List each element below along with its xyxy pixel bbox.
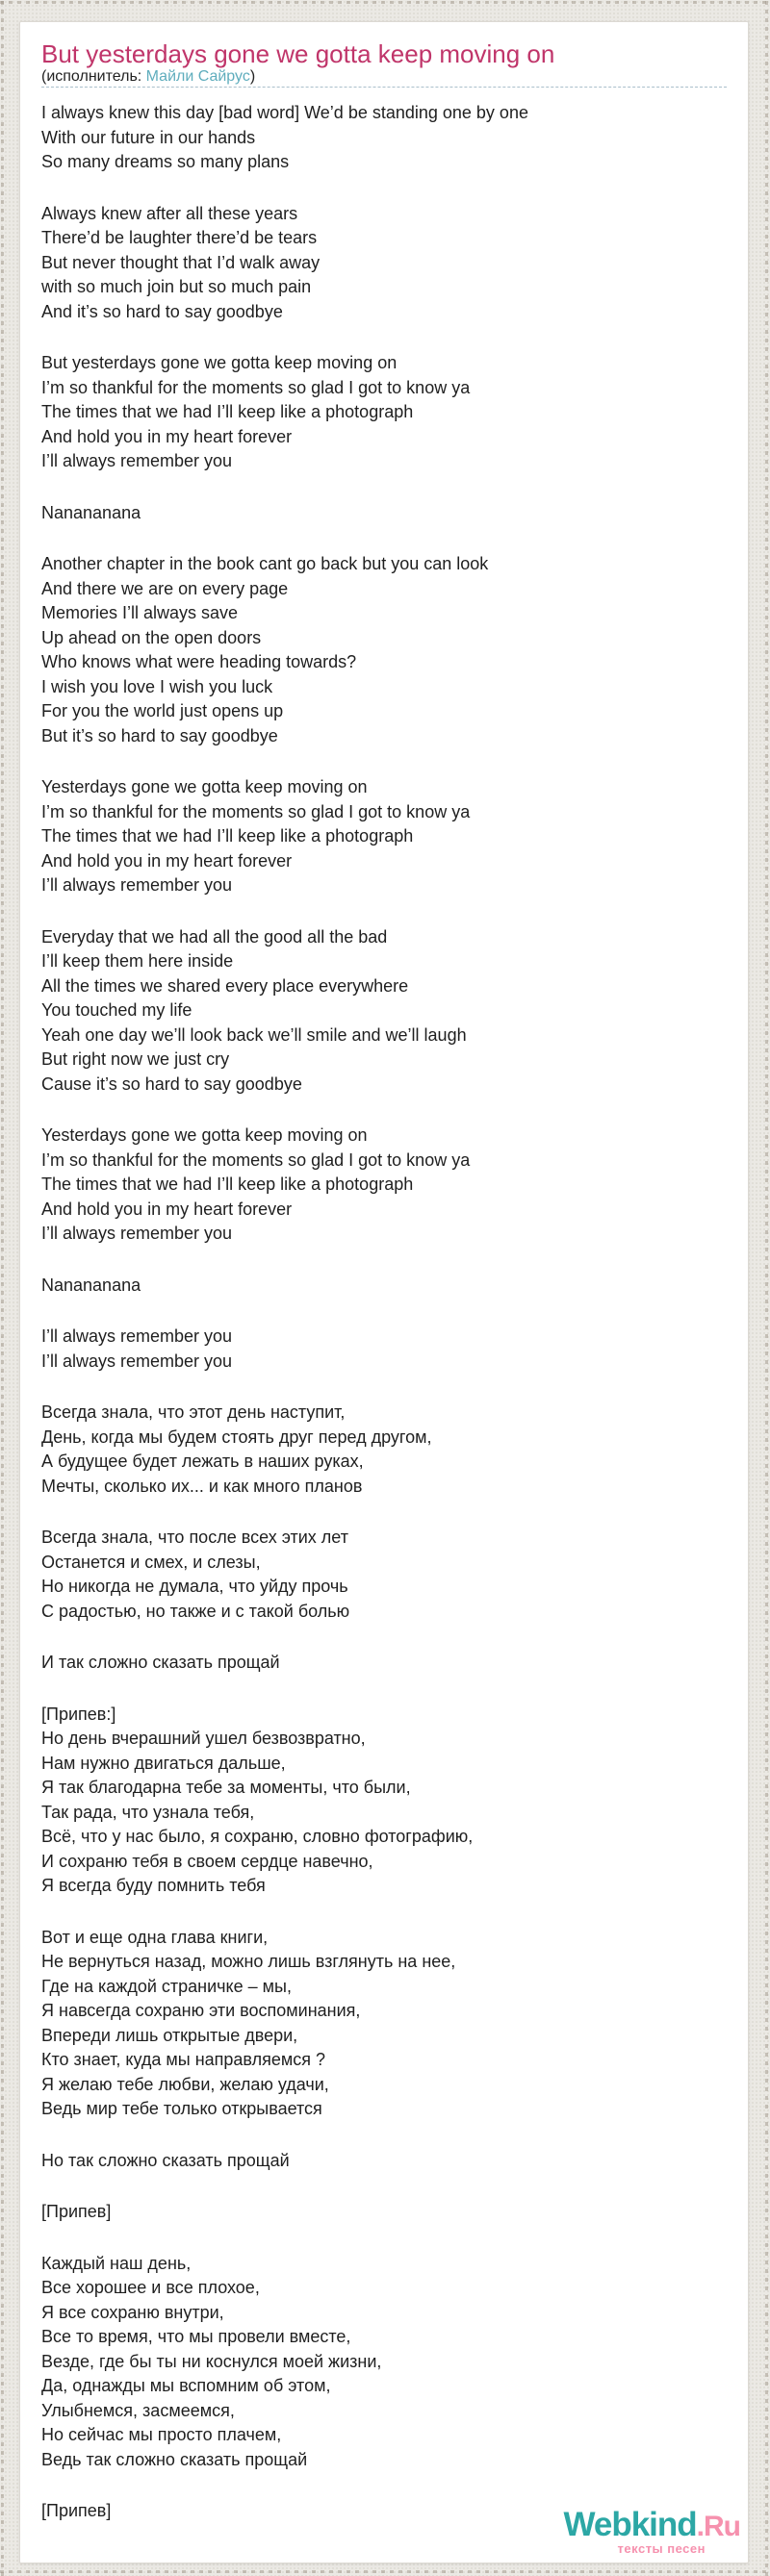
stanza: Another chapter in the book cant go back but you can look And there we are on every page Memories I’ll always save Up ahead on the open doors Who knows what were heading towards? I wish you love I wish you luck For you the world just opens up But it’s so hard to say goodbye: [41, 554, 489, 745]
page-title: But yesterdays gone we gotta keep moving on: [41, 39, 555, 68]
stanza: Nanananana: [41, 502, 141, 522]
stanza: И так сложно сказать прощай: [41, 1653, 280, 1672]
stanza: Yesterdays gone we gotta keep moving on I’m so thankful for the moments so glad I got to know ya The times that we had I’ll keep like a photograph And hold you in my heart forever I’ll always remember you: [41, 1125, 471, 1243]
stanza: Вот и еще одна глава книги, Не вернуться назад, можно лишь взглянуть на нее, Где на каждой страничке – мы, Я навсегда сохраню эти воспоминания, Впереди лишь открытые двери, Кто знает, куда мы направляемся ? Я желаю тебе любви, желаю удачи, Ведь мир тебе только открывается: [41, 1927, 456, 2118]
webkind-logo-link[interactable]: [563, 2506, 740, 2556]
logo-tagline: тексты песен: [617, 2541, 706, 2556]
stanza: But yesterdays gone we gotta keep moving on I’m so thankful for the moments so glad I got to know ya The times that we had I’ll keep like a photograph And hold you in my heart forever I’ll always remember you: [41, 353, 471, 470]
stanza: Каждый наш день, Все хорошее и все плохое, Я все сохраню внутри, Все то время, что мы провели вместе, Везде, где бы ты ни коснулся моей жизни, Да, однажды мы вспомним об этом, Улыбнемся, засмеемся, Но сейчас мы просто плачем, Ведь так сложно сказать прощай: [41, 2253, 382, 2469]
stanza: [Припев]: [41, 2202, 112, 2221]
texture-seam-top: [0, 1, 770, 4]
stanza: Всегда знала, что после всех этих лет Останется и смех, и слезы, Но никогда не думала, что уйду прочь С радостью, но также и с такой болью: [41, 1528, 350, 1621]
logo-primary-text: Webkind: [563, 2506, 697, 2543]
artist-suffix: ): [249, 68, 256, 85]
texture-seam-right: [765, 0, 768, 2576]
artist-line: [41, 67, 727, 88]
stanza: Но так сложно сказать прощай: [41, 2150, 290, 2170]
stanza: [Припев]: [41, 2501, 112, 2520]
stanza: I always knew this day [bad word] We’d be standing one by one With our future in our hands So many dreams so many plans: [41, 103, 528, 171]
stanza: Всегда знала, что этот день наступит, День, когда мы будем стоять друг перед другом, А будущее будет лежать в наших руках, Мечты, сколько их... и как много планов: [41, 1402, 432, 1496]
stanza: I’ll always remember you I’ll always remember you: [41, 1326, 233, 1371]
texture-seam-bottom: [0, 2570, 770, 2573]
webkind-logo-wordmark: [563, 2506, 740, 2543]
lyrics-text: [41, 101, 727, 2524]
stanza: [Припев:] Но день вчерашний ушел безвозвратно, Нам нужно двигаться дальше, Я так благодарна тебе за моменты, что были, Так рада, что узнала тебя, Всё, что у нас было, я сохраню, словно фотографию, И сохраню тебя в своем сердце навечно, Я всегда буду помнить тебя: [41, 1704, 474, 1895]
stanza: Yesterdays gone we gotta keep moving on I’m so thankful for the moments so glad I got to know ya The times that we had I’ll keep like a photograph And hold you in my heart forever I’ll always remember you: [41, 777, 471, 895]
artist-prefix: (исполнитель:: [41, 68, 146, 85]
artist-link[interactable]: Майли Сайрус: [145, 68, 250, 85]
logo-suffix-text: .Ru: [696, 2511, 740, 2542]
stanza: Everyday that we had all the good all the bad I’ll keep them here inside All the times we shared every place everywhere You touched my life Yeah one day we’ll look back we’ll smile and we’ll laugh But right now we just cry Cause it’s so hard to say goodbye: [41, 926, 467, 1094]
lyrics-card: [19, 21, 749, 2563]
stanza: Nanananana: [41, 1275, 141, 1295]
texture-seam-left: [1, 0, 4, 2576]
stanza: Always knew after all these years There’d be laughter there’d be tears But never thought that I’d walk away with so much join but so much pain And it’s so hard to say goodbye: [41, 203, 321, 321]
